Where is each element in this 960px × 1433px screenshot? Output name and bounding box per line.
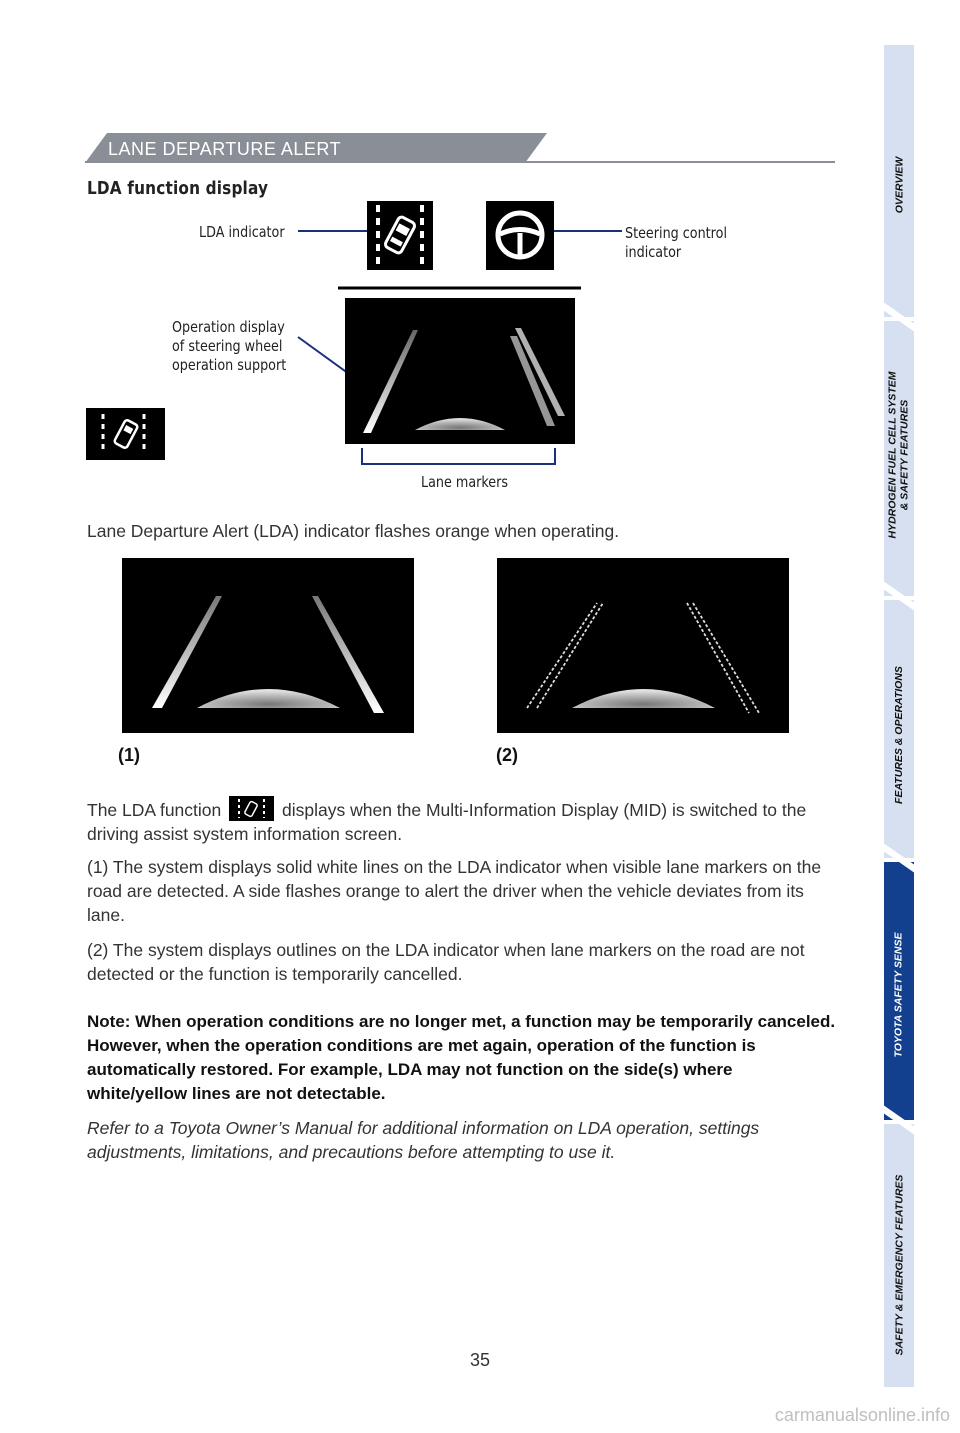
tab-hydrogen-label: HYDROGEN FUEL CELL SYSTEM & SAFETY FEATURES	[887, 371, 912, 539]
tab-safety-label: SAFETY & EMERGENCY FEATURES	[893, 1174, 906, 1356]
figure-1-display	[122, 558, 414, 733]
figure-1-label: (1)	[118, 745, 140, 765]
function-text-b: displays when the Multi-Information Display (MID) is switched to the driving assist system information screen.	[87, 800, 807, 844]
tab-overview-label: OVERVIEW	[893, 156, 905, 214]
note-text: Note: When operation conditions are no longer met, a function may be temporarily canceled. However, when the operation conditions are met again, operation of the function is automatically restored. For example, LDA may not function on the side(s) where white/yellow lines are not detectable.	[87, 1012, 836, 1103]
diagram-title: LDA function display	[87, 178, 269, 199]
banner-rule	[85, 161, 835, 163]
item-1-text: (1) The system displays solid white lines on the LDA indicator when visible lane markers on the road are detected. A side flashes orange to alert the driver when the vehicle deviates from its lane.	[87, 857, 822, 925]
figure-2-label: (2)	[496, 745, 518, 765]
lda-indicator-icon	[367, 201, 433, 270]
function-text	[87, 796, 842, 846]
lda-inline-icon	[229, 796, 274, 821]
operation-display-label: Operation display of steering wheel operation support	[172, 318, 287, 374]
function-text-a: The LDA function	[87, 800, 222, 820]
section-banner-title: LANE DEPARTURE ALERT	[108, 139, 342, 159]
steering-control-icon	[486, 201, 554, 270]
lda-icon-small	[86, 408, 165, 460]
figure-2-display	[497, 558, 789, 733]
side-tab-bar	[884, 45, 914, 1387]
lane-markers-label: Lane markers	[421, 473, 509, 491]
refer-text: Refer to a Toyota Owner’s Manual for additional information on LDA operation, settings adjustments, limitations, and precautions before attempting to use it.	[87, 1118, 760, 1162]
flash-text: Lane Departure Alert (LDA) indicator flashes orange when operating.	[87, 521, 620, 541]
page-number: 35	[469, 1350, 491, 1370]
watermark: carmanualsonline.info	[774, 1405, 950, 1425]
steering-control-label: Steering control indicator	[625, 224, 727, 261]
lda-indicator-label: LDA indicator	[199, 223, 285, 241]
mid-display	[345, 298, 575, 444]
tab-features-label: FEATURES & OPERATIONS	[893, 666, 905, 804]
item-2-text: (2) The system displays outlines on the LDA indicator when lane markers on the road are not detected or the function is temporarily cancelled.	[87, 940, 805, 984]
tab-tss-label: TOYOTA SAFETY SENSE	[893, 932, 905, 1058]
